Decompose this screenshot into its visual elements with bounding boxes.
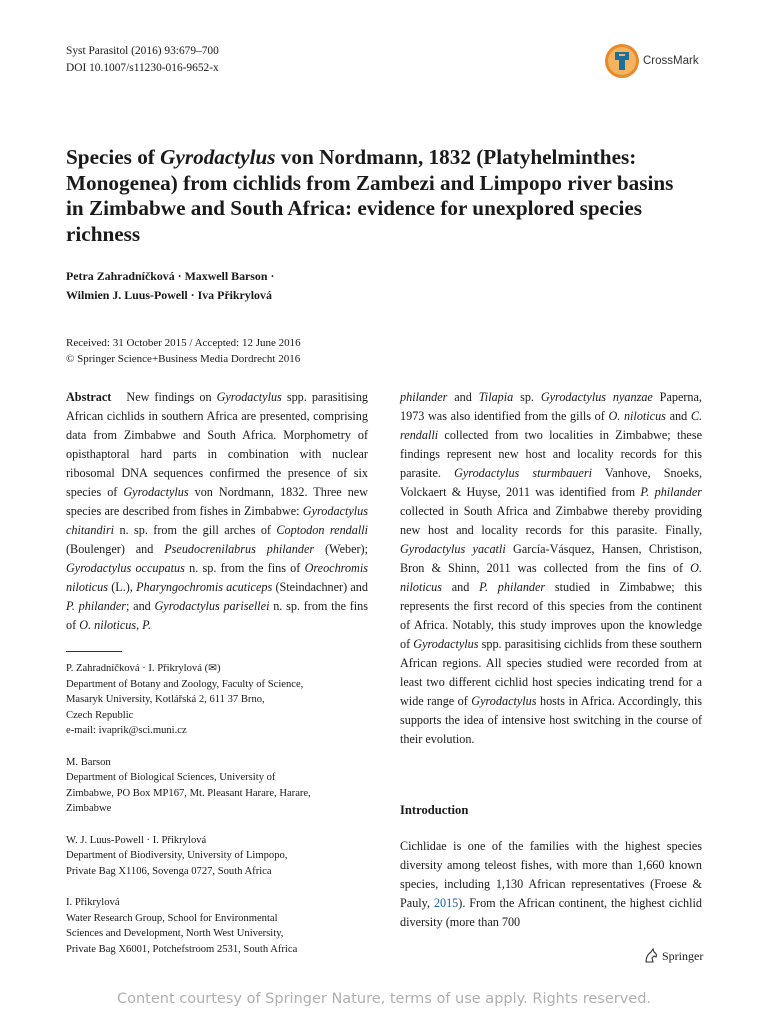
email-link[interactable]: e-mail: ivaprik@sci.muni.cz <box>66 725 187 736</box>
affiliation-block <box>66 661 368 739</box>
abstract-seg: Paperna, 1973 was also identified from the gills of <box>400 390 702 423</box>
abstract-seg: ; and <box>126 599 155 613</box>
springer-horse-icon <box>643 948 659 964</box>
abstract-seg: P. philander <box>66 599 127 613</box>
received-accepted: Received: 31 October 2015 / Accepted: 12 June 2016 <box>66 337 301 349</box>
abstract-seg: philander <box>400 390 448 404</box>
abstract-seg: studied in Zimbabwe; this represents the first record of this species from the continent of Africa. Notably, this study improves upon the knowledge of <box>400 580 702 651</box>
affiliation-names: I. Přikrylová <box>66 897 120 908</box>
abstract-seg: O. niloticus <box>400 561 702 594</box>
abstract-seg: Oreochromis niloticus <box>66 561 368 594</box>
affiliation-names: M. Barson <box>66 756 111 768</box>
intro-seg: Cichlidae is one of the families with the highest species diversity among teleost fishes, with more than 1,660 known species, including 1,130 African representatives (Froese & Pauly, <box>400 839 702 910</box>
affiliation-names: P. Zahradníčková · I. Přikrylová (✉) <box>66 663 221 674</box>
abstract-seg: Pseudocrenilabrus philander <box>164 542 315 556</box>
affiliations <box>66 661 368 973</box>
citation-link[interactable]: 2015 <box>433 896 459 910</box>
publisher-name: Springer <box>662 948 704 963</box>
abstract-seg: Gyrodactylus parisellei <box>154 599 270 613</box>
abstract-seg: (L.), <box>107 580 137 594</box>
abstract-seg: García-Vásquez, Hansen, Christison, Bron & Shinn, 2011 was collected from the fins of <box>400 542 703 575</box>
introduction-text <box>400 837 702 932</box>
abstract-seg: collected in South Africa and Zimbabwe thereby providing new host and locality records for this parasite. Finally, <box>400 504 702 537</box>
abstract-seg: Coptodon rendalli <box>276 523 369 537</box>
affiliation-line: Private Bag X6001, Potchefstroom 2531, South Africa <box>66 943 298 955</box>
abstract-seg: von Nordmann, 1832. Three new species are described from fishes in Zimbabwe: <box>66 485 369 518</box>
author-list <box>66 267 274 305</box>
abstract-seg: collected from two localities in Zimbabwe; these findings represent new host and locality records for this parasite. <box>400 428 702 480</box>
affiliation-line: Private Bag X1106, Sovenga 0727, South Africa <box>66 865 272 877</box>
affiliation-line: Czech Republic <box>66 709 134 721</box>
affiliation-line: Sciences and Development, North West University, <box>66 928 284 939</box>
abstract-seg: and <box>447 390 479 404</box>
affiliation-line: Water Research Group, School for Environmental <box>66 912 278 924</box>
intro-seg: ). From the African continent, the highest cichlid diversity (more than 700 <box>400 896 702 929</box>
abstract-seg: (Boulenger) and <box>66 542 165 556</box>
abstract-seg: New findings on <box>126 390 217 404</box>
abstract-seg: Gyrodactylus <box>471 694 537 708</box>
abstract-seg: spp. parasitising African cichlids in southern Africa are presented, comprising data from Zimbabwe and South Africa. Morphometry of opisthaptoral hard parts in combination with nuclear ribosomal DNA sequences confirmed the presence of six species of <box>66 390 369 499</box>
abstract-seg: Gyrodactylus <box>123 485 189 499</box>
journal-info <box>66 43 219 77</box>
abstract-label: Abstract <box>66 390 112 404</box>
affiliation-line: Masaryk University, Kotlářská 2, 611 37 Brno, <box>66 694 265 705</box>
affiliation-block <box>66 755 368 817</box>
affiliation-line: Department of Biological Sciences, University of <box>66 772 276 783</box>
affiliation-block <box>66 833 368 880</box>
abstract-seg: O. niloticus <box>608 409 666 423</box>
affiliation-line: Department of Biodiversity, University of Limpopo, <box>66 850 288 861</box>
abstract-seg: Gyrodactylus occupatus <box>66 561 185 575</box>
abstract-seg: Tilapia <box>478 390 514 404</box>
abstract-seg: Pharyngochromis acuticeps <box>136 580 273 594</box>
copyright: © Springer Science+Business Media Dordrecht 2016 <box>66 353 301 365</box>
abstract-seg: O. niloticus <box>79 618 137 632</box>
author-line-1: Petra Zahradníčková · Maxwell Barson · <box>66 269 275 283</box>
title-text: Species of Gyrodactylus von Nordmann, 1832 (Platyhelminthes: Monogenea) from cichlids from Zambezi and Limpopo river basins in Zimbabwe and South Africa: evidence for unexplored species richness <box>66 145 674 246</box>
crossmark-badge[interactable] <box>603 42 699 80</box>
abstract-seg: Vanhove, Snoeks, Volckaert & Huyse, 2011 was identified from <box>400 466 703 499</box>
doi[interactable]: DOI 10.1007/s11230-016-9652-x <box>66 62 219 74</box>
affiliation-divider <box>66 651 122 652</box>
abstract-text <box>66 388 368 635</box>
crossmark-icon <box>603 42 641 80</box>
footer-notice: Content courtesy of Springer Nature, terms of use apply. Rights reserved. <box>116 991 652 1007</box>
abstract-seg: Gyrodactylus nyanzae <box>540 390 653 404</box>
publication-dates <box>66 335 301 367</box>
affiliation-line: Zimbabwe, PO Box MP167, Mt. Pleasant Harare, Harare, <box>66 787 311 799</box>
abstract-seg: and <box>665 409 691 423</box>
affiliation-line: Zimbabwe <box>66 803 112 814</box>
crossmark-label: CrossMark <box>643 55 699 67</box>
publisher-logo <box>643 948 703 964</box>
abstract-continued <box>400 388 702 749</box>
affiliation-names: W. J. Luus-Powell · I. Přikrylová <box>66 834 207 846</box>
author-line-2: Wilmien J. Luus-Powell · Iva Přikrylová <box>66 288 272 302</box>
abstract-seg: Gyrodactylus <box>413 637 479 651</box>
journal-citation: Syst Parasitol (2016) 93:679–700 <box>66 45 219 57</box>
abstract-seg: Gyrodactylus yacatli <box>400 542 506 556</box>
abstract-seg: Gyrodactylus <box>216 390 282 404</box>
abstract-seg: P. philander <box>479 580 546 594</box>
abstract-seg: C. rendalli <box>400 409 702 442</box>
abstract-seg: spp. parasitising cichlids from these southern African regions. All species studied were recorded from at least two different cichlid host species indicating trend for a wide range of <box>400 637 703 708</box>
affiliation-line: Department of Botany and Zoology, Faculty of Science, <box>66 678 304 690</box>
abstract-seg: and <box>441 580 480 594</box>
abstract-seg: sp. <box>513 390 541 404</box>
abstract-seg: (Weber); <box>314 542 368 556</box>
abstract-seg: n. sp. from the fins of <box>184 561 305 575</box>
abstract-seg: n. sp. from the fins of <box>66 599 369 632</box>
paper-title <box>66 145 686 247</box>
abstract-seg: P. <box>142 618 152 632</box>
abstract-seg: Gyrodactylus sturmbaueri <box>454 466 593 480</box>
abstract-seg: Gyrodactylus chitandiri <box>66 504 368 537</box>
abstract-seg: (Steindachner) and <box>272 580 368 594</box>
affiliation-block <box>66 895 368 957</box>
abstract-seg: P. philander <box>640 485 703 499</box>
abstract-seg: , <box>136 618 143 632</box>
abstract-seg: n. sp. from the gill arches of <box>114 523 277 537</box>
section-heading-introduction: Introduction <box>400 803 469 817</box>
abstract-seg: hosts in Africa. Accordingly, this supports the idea of intensive host switching in the course of their evolution. <box>400 694 702 746</box>
